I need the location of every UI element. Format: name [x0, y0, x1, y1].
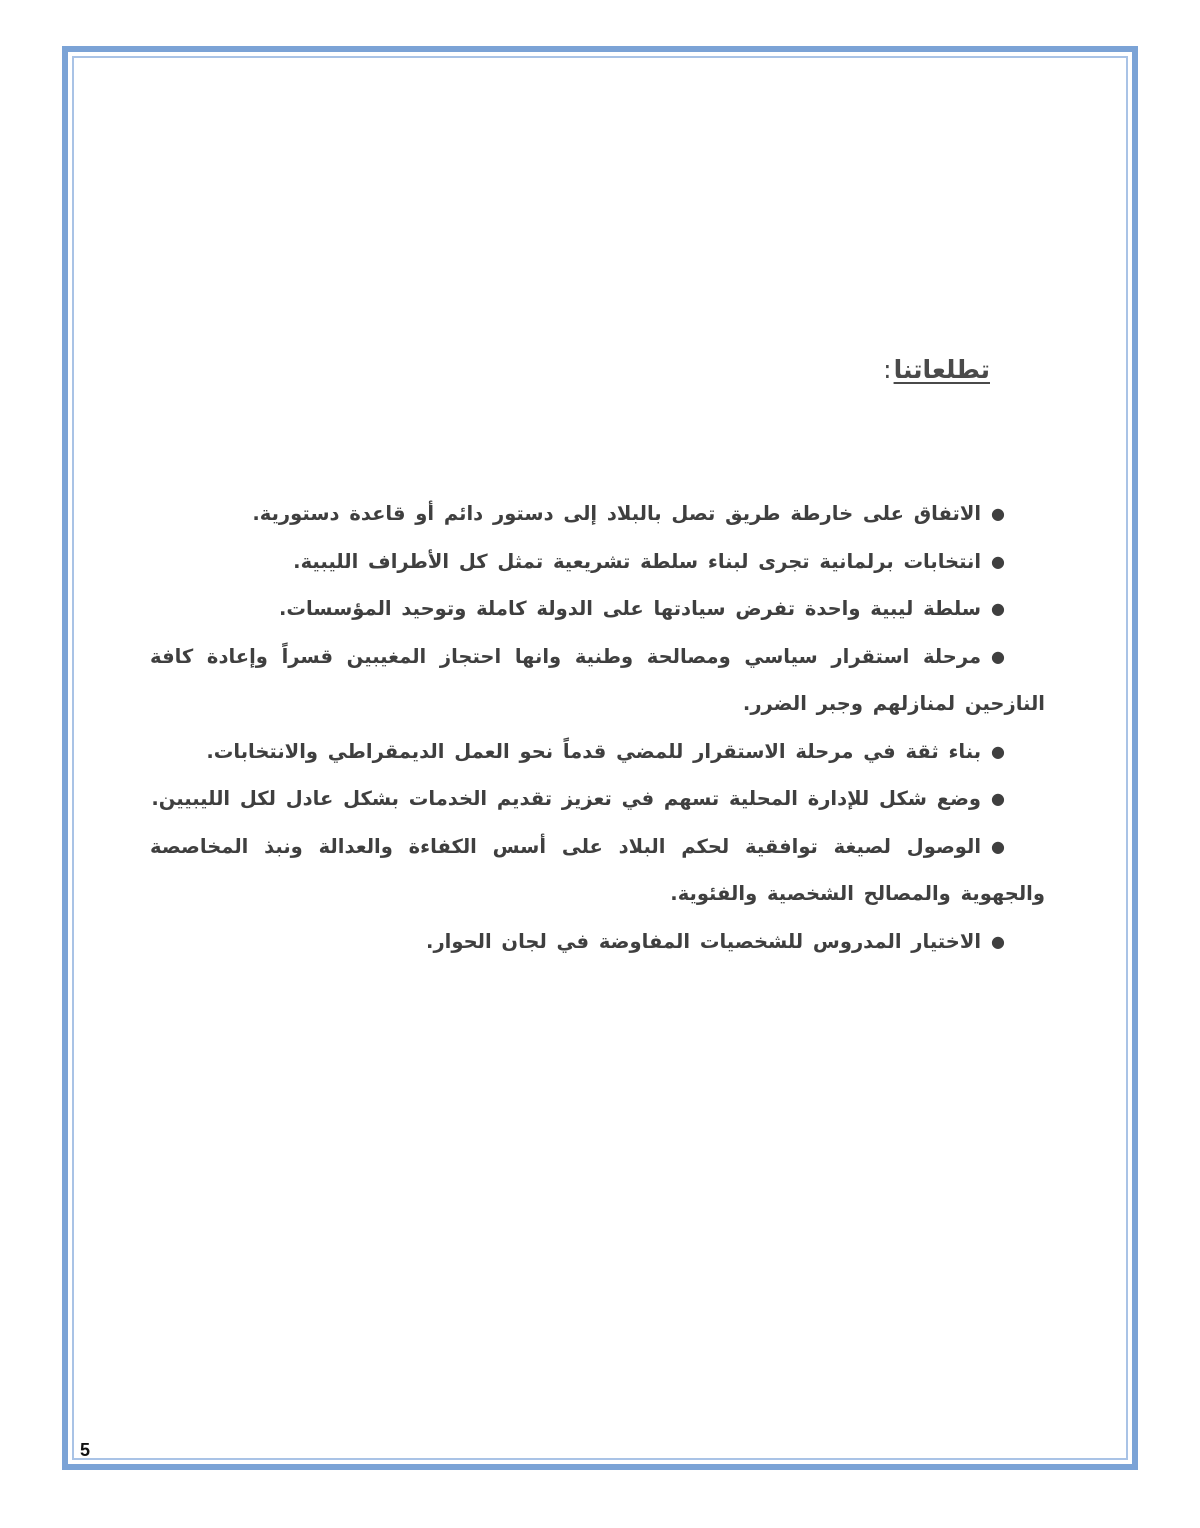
list-item-text: بناء ثقة في مرحلة الاستقرار للمضي قدماً نحو العمل الديمقراطي والانتخابات. — [206, 739, 982, 763]
section-heading — [883, 355, 990, 384]
list-item — [150, 728, 1045, 776]
list-item-text: مرحلة استقرار سياسي ومصالحة وطنية وانها احتجاز المغيبين قسراً وإعادة كافة النازحين لمنازلهم وجبر الضرر. — [150, 644, 1045, 715]
bullet-icon: ● — [991, 931, 1005, 951]
aspirations-list — [150, 490, 1045, 965]
list-item-text: الاتفاق على خارطة طريق تصل بالبلاد إلى دستور دائم أو قاعدة دستورية. — [252, 502, 982, 525]
list-item — [150, 633, 1045, 728]
heading-title: تطلعاتنا — [893, 355, 990, 384]
list-item — [150, 918, 1045, 966]
list-item — [150, 538, 1045, 586]
bullet-icon: ● — [991, 836, 1005, 856]
list-item — [150, 775, 1045, 823]
page-number: 5 — [80, 1440, 91, 1460]
list-item-text: الوصول لصيغة توافقية لحكم البلاد على أسس الكفاءة والعدالة ونبذ المخاصصة والجهوية والمصالح الشخصية والفئوية. — [150, 834, 1045, 905]
heading-colon: : — [883, 355, 892, 384]
list-item — [150, 490, 1045, 538]
bullet-icon: ● — [991, 551, 1005, 571]
list-item-text: سلطة ليبية واحدة تفرض سيادتها على الدولة كاملة وتوحيد المؤسسات. — [278, 597, 982, 620]
list-item-text: وضع شكل للإدارة المحلية تسهم في تعزيز تقديم الخدمات بشكل عادل لكل الليبيين. — [151, 787, 982, 810]
bullet-icon: ● — [991, 504, 1005, 523]
bullet-icon: ● — [991, 599, 1005, 618]
bullet-icon: ● — [991, 741, 1005, 761]
list-item-text: الاختيار المدروس للشخصيات المفاوضة في لجان الحوار. — [426, 929, 982, 953]
bullet-icon: ● — [991, 789, 1005, 808]
list-item — [150, 823, 1045, 918]
list-item-text: انتخابات برلمانية تجرى لبناء سلطة تشريعية تمثل كل الأطراف الليبية. — [293, 549, 982, 573]
bullet-icon: ● — [991, 646, 1005, 666]
list-item — [150, 585, 1045, 633]
